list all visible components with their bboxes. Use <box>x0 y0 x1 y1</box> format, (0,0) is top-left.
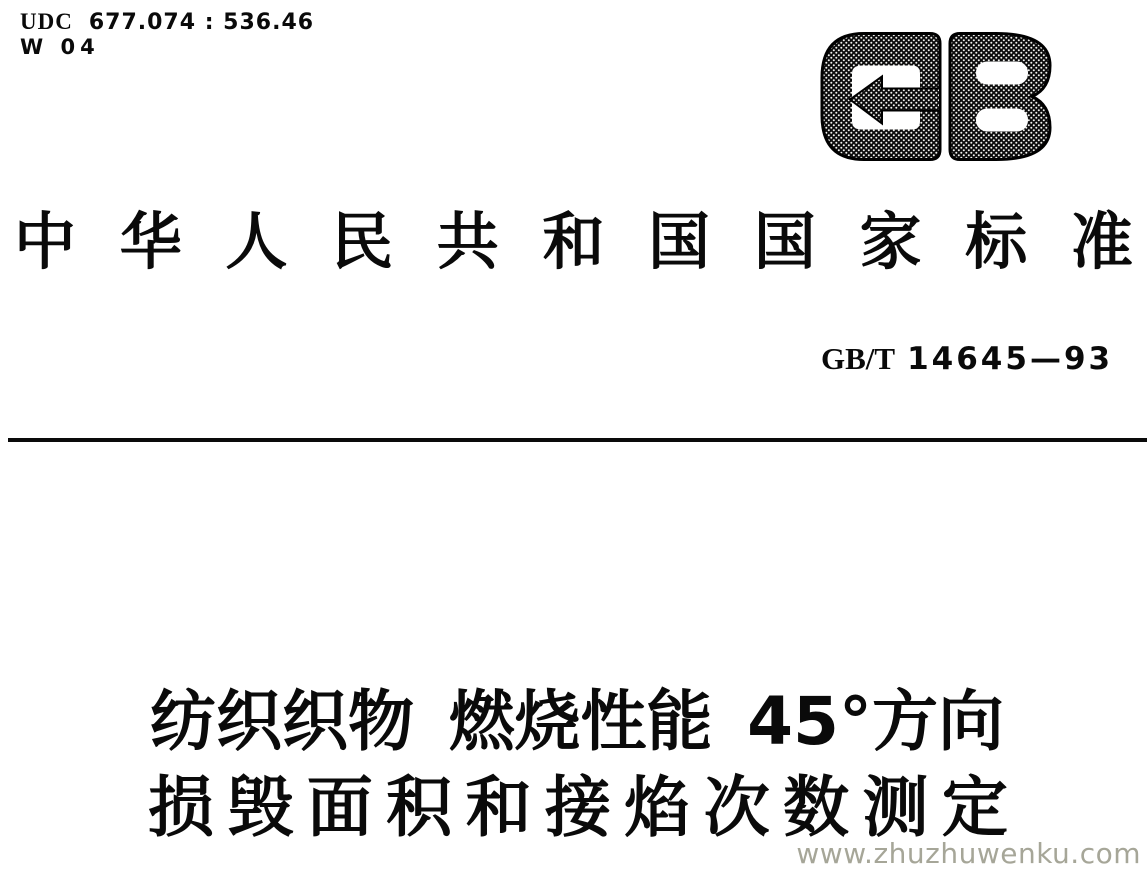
title-segment-direction: 45°方向 <box>747 683 1004 760</box>
document-title-line1 <box>150 683 1004 760</box>
classification-code: W 04 <box>20 35 100 59</box>
national-standard-heading: 中 华 人 民 共 和 国 国 家 标 准 <box>14 209 1133 277</box>
udc-code <box>20 9 314 35</box>
watermark-text: www.zhuzhuwenku.com <box>796 837 1141 870</box>
gb-logo-icon <box>820 31 1052 162</box>
udc-label: UDC <box>20 9 73 34</box>
document-title-line2: 损 毁 面 积 和 接 焰 次 数 测 定 <box>148 769 1008 846</box>
divider-line <box>8 438 1147 442</box>
standard-number <box>821 341 1113 377</box>
standard-number-prefix: GB/T <box>821 341 896 376</box>
standard-number-value: 14645—93 <box>907 341 1114 377</box>
udc-value: 677.074 : 536.46 <box>88 10 315 35</box>
title-segment-burning: 燃烧性能 <box>448 683 713 760</box>
title-segment-fabric: 纺织织物 <box>150 683 414 760</box>
gb-logo <box>820 31 1052 162</box>
